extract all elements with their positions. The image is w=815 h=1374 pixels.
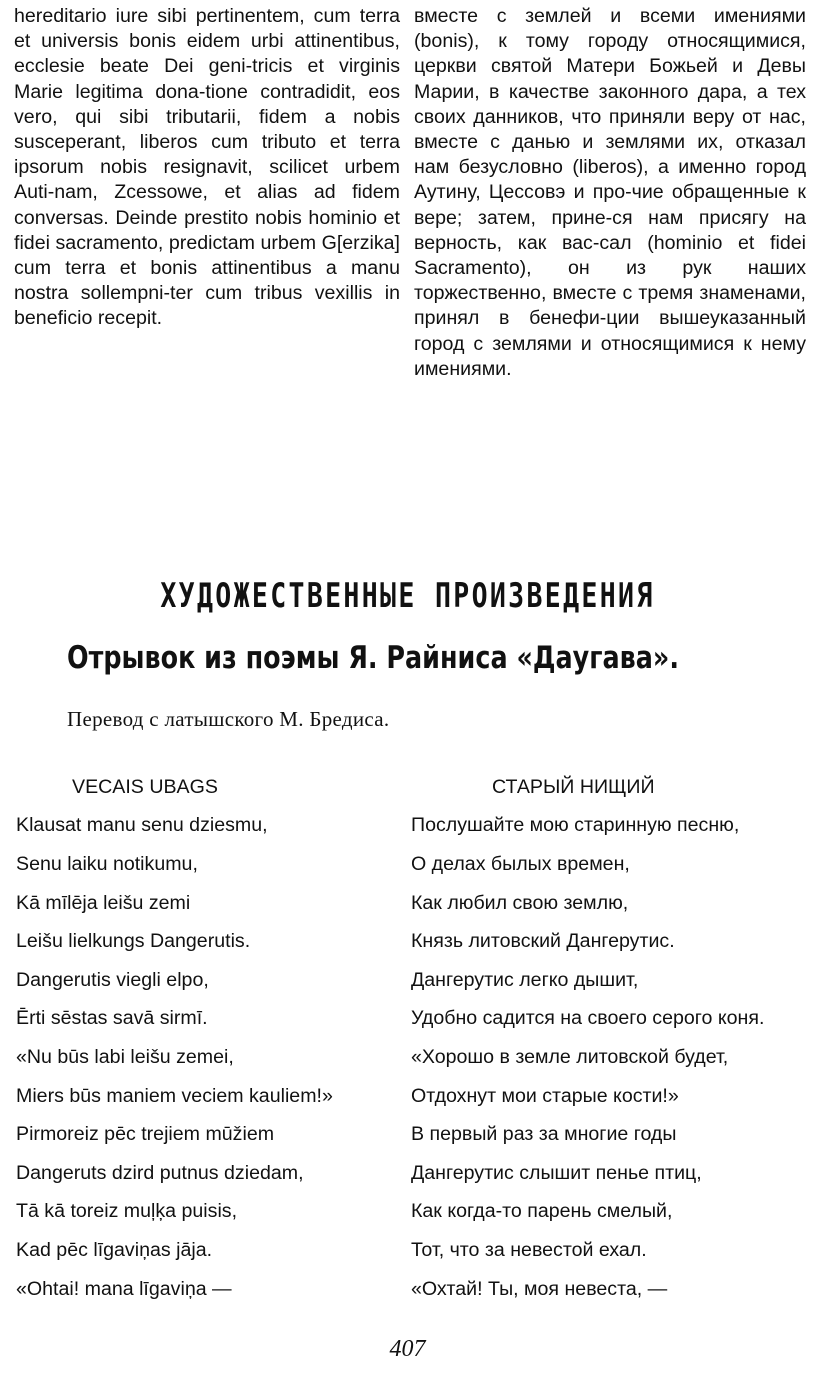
parallel-text-section <box>14 4 806 382</box>
latvian-line: Dangeruts dzird putnus dziedam, <box>16 1161 304 1184</box>
page-number: 407 <box>389 1336 426 1362</box>
russian-line: В первый раз за многие годы <box>411 1123 677 1146</box>
section-heading: ХУДОЖЕСТВЕННЫЕ ПРОИЗВЕДЕНИЯ <box>160 576 655 616</box>
latvian-line: Kā mīlēja leišu zemi <box>16 891 191 914</box>
translator-note: Перевод с латышского М. Бредиса. <box>67 707 390 731</box>
russian-line: Как когда-то парень смелый, <box>411 1200 673 1223</box>
russian-line: «Охтай! Ты, моя невеста, — <box>411 1277 668 1300</box>
russian-line: Удобно садится на своего серого коня. <box>411 1007 765 1030</box>
latvian-line: Dangerutis viegli elpo, <box>16 968 209 991</box>
russian-line: Дангерутис слышит пенье птиц, <box>411 1161 702 1184</box>
poem-line-row <box>14 1000 804 1039</box>
latvian-line: Pirmoreiz pēc trejiem mūžiem <box>16 1123 275 1146</box>
poem-line-row <box>14 922 804 961</box>
latvian-line: Senu laiku notikumu, <box>16 852 198 875</box>
latvian-line: Miers būs maniem veciem kauliem!» <box>16 1084 333 1107</box>
latin-text-column <box>14 4 400 382</box>
poem-line-row <box>14 884 804 923</box>
poem-line-row <box>14 845 804 884</box>
poem-line-row <box>14 1154 804 1193</box>
russian-text-column <box>414 4 806 382</box>
russian-line: О делах былых времен, <box>411 852 630 875</box>
latvian-line: Tā kā toreiz muļķa puisis, <box>16 1200 238 1223</box>
russian-line: Дангерутис легко дышит, <box>411 968 639 991</box>
latvian-line: Klausat manu senu dziesmu, <box>16 814 268 837</box>
russian-line: Князь литовский Дангерутис. <box>411 930 675 953</box>
russian-line: «Хорошо в земле литовской будет, <box>411 1045 729 1068</box>
latvian-poem-title: VECAIS UBAGS <box>72 775 218 798</box>
latvian-line: Leišu lielkungs Dangerutis. <box>16 930 251 953</box>
poem-header-row <box>14 768 804 807</box>
russian-line: Отдохнут мои старые кости!» <box>411 1084 679 1107</box>
poem-line-row <box>14 1077 804 1116</box>
latin-paragraph: hereditario iure sibi pertinentem, cum terra et universis bonis eidem urbi attinentibus, ecclesie beate Dei geni-tricis et virginis Marie legitima dona-tione contradidit, eos vero, qui sibi tributarii, fidem a nobis susceperant, liberos cum tributo et terra ipsorum nobis resignavit, scilicet urbem Auti-nam, Zcessowe, et alias ad fidem conversas. Deinde prestito nobis hominio et fidei sacramento, predictam urbem G[erzika] cum terra et bonis attinentibus a manu nostra sollempni-ter cum tribus vexillis in beneficio recepit. <box>14 5 400 330</box>
poem-line-row <box>14 1231 804 1270</box>
poem-line-row <box>14 807 804 846</box>
latvian-line: «Nu būs labi leišu zemei, <box>16 1045 234 1068</box>
poem-line-row <box>14 1038 804 1077</box>
poem-lines <box>14 807 804 1309</box>
poem-line-row <box>14 1270 804 1309</box>
poem-line-row <box>14 1193 804 1232</box>
russian-line: Послушайте мою старинную песню, <box>411 814 740 837</box>
latvian-line: Kad pēc līgaviņas jāja. <box>16 1238 213 1261</box>
poem-line-row <box>14 961 804 1000</box>
russian-poem-title: СТАРЫЙ НИЩИЙ <box>492 775 655 798</box>
latvian-line: Ērti sēstas savā sirmī. <box>16 1007 208 1030</box>
poem-line-row <box>14 1115 804 1154</box>
russian-line: Тот, что за невестой ехал. <box>411 1238 647 1261</box>
poem-title: Отрывок из поэмы Я. Райниса «Даугава». <box>67 640 679 676</box>
latvian-line: «Ohtai! mana līgaviņa — <box>16 1277 232 1300</box>
russian-line: Как любил свою землю, <box>411 891 629 914</box>
poem-table <box>14 768 804 1308</box>
russian-paragraph: вместе с землей и всеми имениями (bonis), к тому городу относящимися, церкви святой Матери Божьей и Девы Марии, в качестве законного дара, а тех своих данников, что приняли веру от нас, вместе с данью и землями их, отказал нам безусловно (liberos), а именно город Аутину, Цессовэ и про-чие обращенные к вере; затем, прине-ся нам присягу на верность, как вас-сал (hominio et fidei Sacramento), он из рук наших торжественно, вместе с тремя знаменами, принял в бенефи-ции вышеуказанный город с землями и относящимися к нему имениями. <box>414 5 806 380</box>
